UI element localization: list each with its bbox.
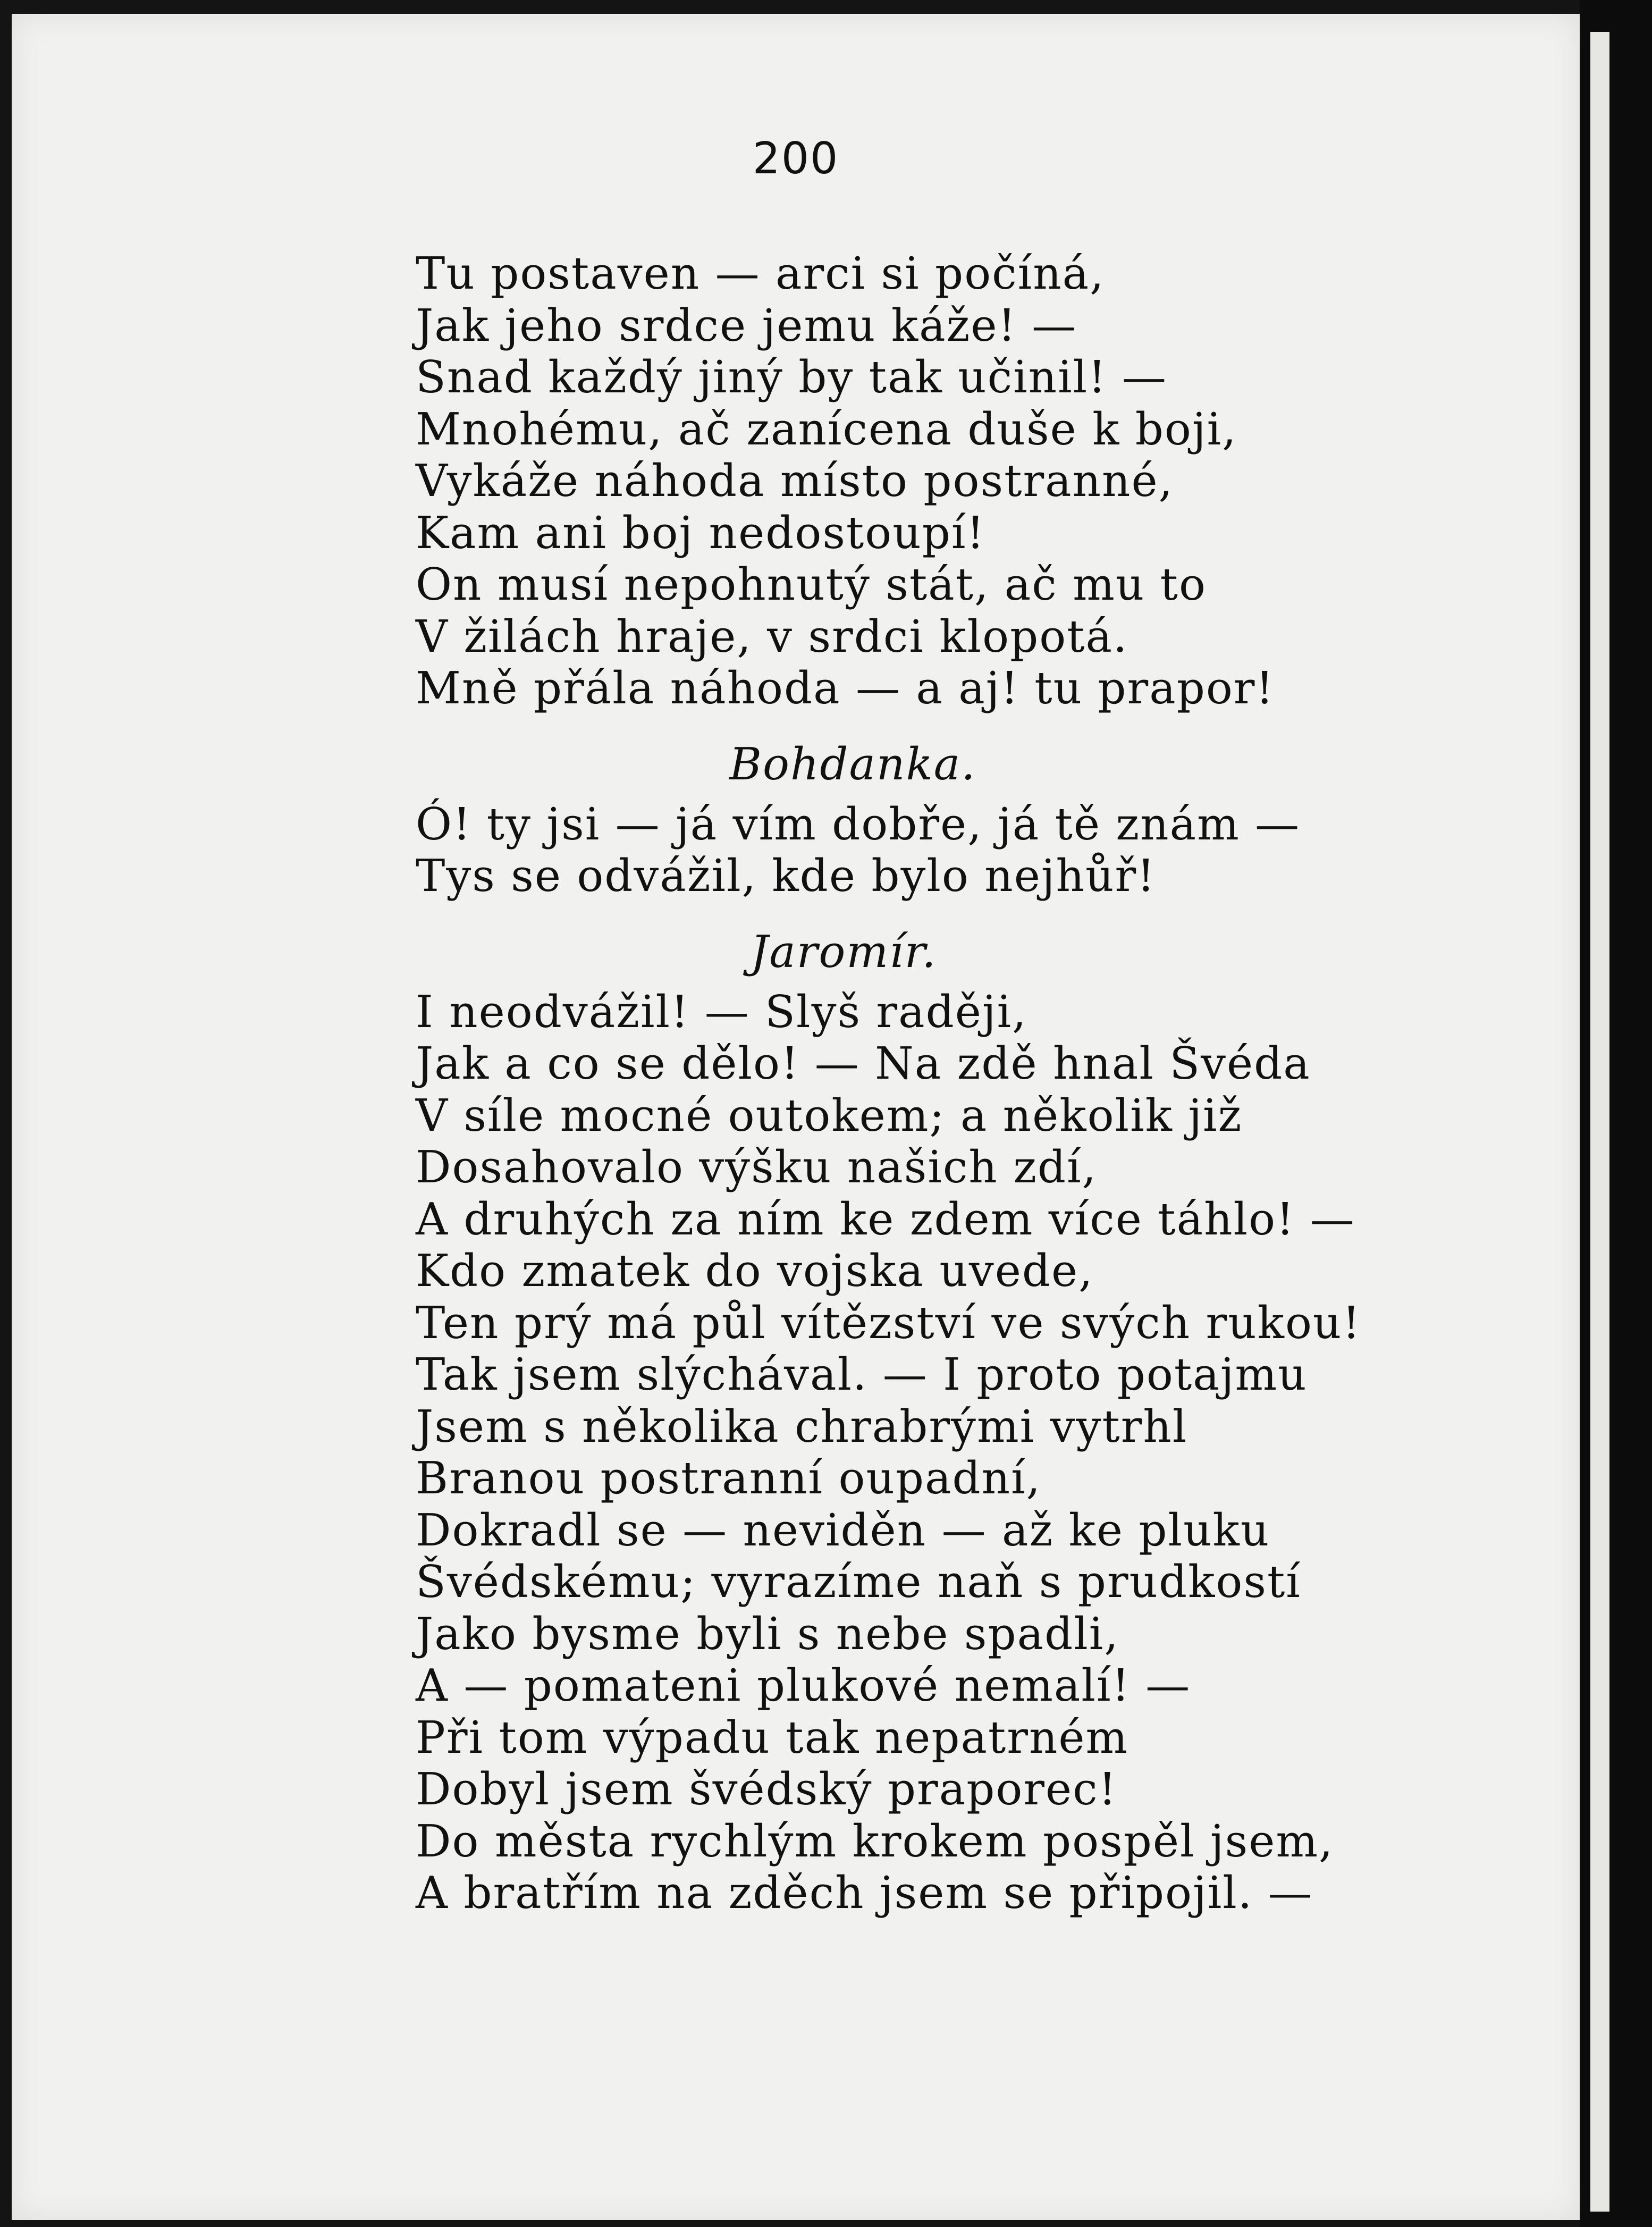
verse-line: Do města rychlým krokem pospěl jsem,	[416, 1815, 1334, 1867]
verse-line: Jako bysme byli s nebe spadli,	[416, 1608, 1119, 1660]
verse-line: V síle mocné outokem; a několik již	[416, 1089, 1243, 1141]
verse-line: Snad každý jiný by tak učinil! —	[416, 351, 1167, 403]
verse-line: Tak jsem slýchával. — I proto potajmu	[416, 1349, 1308, 1400]
verse-line: Tu postaven — arci si počíná,	[416, 248, 1105, 299]
verse-line: Dokradl se — neviděn — až ke pluku	[416, 1504, 1270, 1556]
verse-text	[416, 248, 1585, 1919]
verse-line: Jak a co se dělo! — Na zdě hnal Švéda	[416, 1038, 1311, 1089]
verse-line: Branou postranní oupadní,	[416, 1452, 1042, 1504]
verse-line: Ó! ty jsi — já vím dobře, já tě znám —	[416, 798, 1301, 850]
page-number: 200	[752, 133, 839, 184]
verse-line: Tys se odvážil, kde bylo nejhůř!	[416, 850, 1156, 902]
verse-line: Dosahovalo výšku našich zdí,	[416, 1141, 1097, 1193]
verse-line: A — pomateni plukové nemalí! —	[416, 1660, 1191, 1711]
speaker-name-bohdanka: Bohdanka.	[729, 738, 976, 790]
verse-line: A druhých za ním ke zdem více táhlo! —	[416, 1193, 1355, 1245]
verse-line: A bratřím na zděch jsem se připojil. —	[416, 1867, 1313, 1919]
verse-line: Kam ani boj nedostoupí!	[416, 507, 985, 559]
verse-line: Mně přála náhoda — a aj! tu prapor!	[416, 662, 1275, 714]
verse-line: Švédskému; vyrazíme naň s prudkostí	[416, 1556, 1301, 1608]
verse-line: V žilách hraje, v srdci klopotá.	[416, 610, 1128, 662]
verse-line: I neodvážil! — Slyš raději,	[416, 986, 1027, 1038]
stanza-2	[416, 799, 1585, 902]
stanza-3	[416, 986, 1585, 1919]
spacer	[416, 715, 1585, 730]
stanza-1	[416, 248, 1585, 715]
verse-line: Kdo zmatek do vojska uvede,	[416, 1245, 1094, 1297]
verse-line: Mnohému, ač zanícena duše k boji,	[416, 403, 1237, 455]
verse-line: Vykáže náhoda místo postranné,	[416, 455, 1174, 507]
verse-line: Ten prý má půl vítězství ve svých rukou!	[416, 1297, 1361, 1349]
verse-line: Dobyl jsem švédský praporec!	[416, 1763, 1117, 1815]
verse-line: On musí nepohnutý stát, ač mu to	[416, 559, 1207, 610]
spacer	[416, 902, 1585, 918]
book-page	[12, 14, 1580, 2220]
speaker-name-jaromir: Jaromír.	[751, 926, 937, 978]
verse-line: Při tom výpadu tak nepatrném	[416, 1711, 1129, 1763]
verse-line: Jsem s několika chrabrými vytrhl	[416, 1400, 1188, 1452]
next-page-edge	[1590, 32, 1609, 2212]
verse-line: Jak jeho srdce jemu káže! —	[416, 299, 1077, 351]
